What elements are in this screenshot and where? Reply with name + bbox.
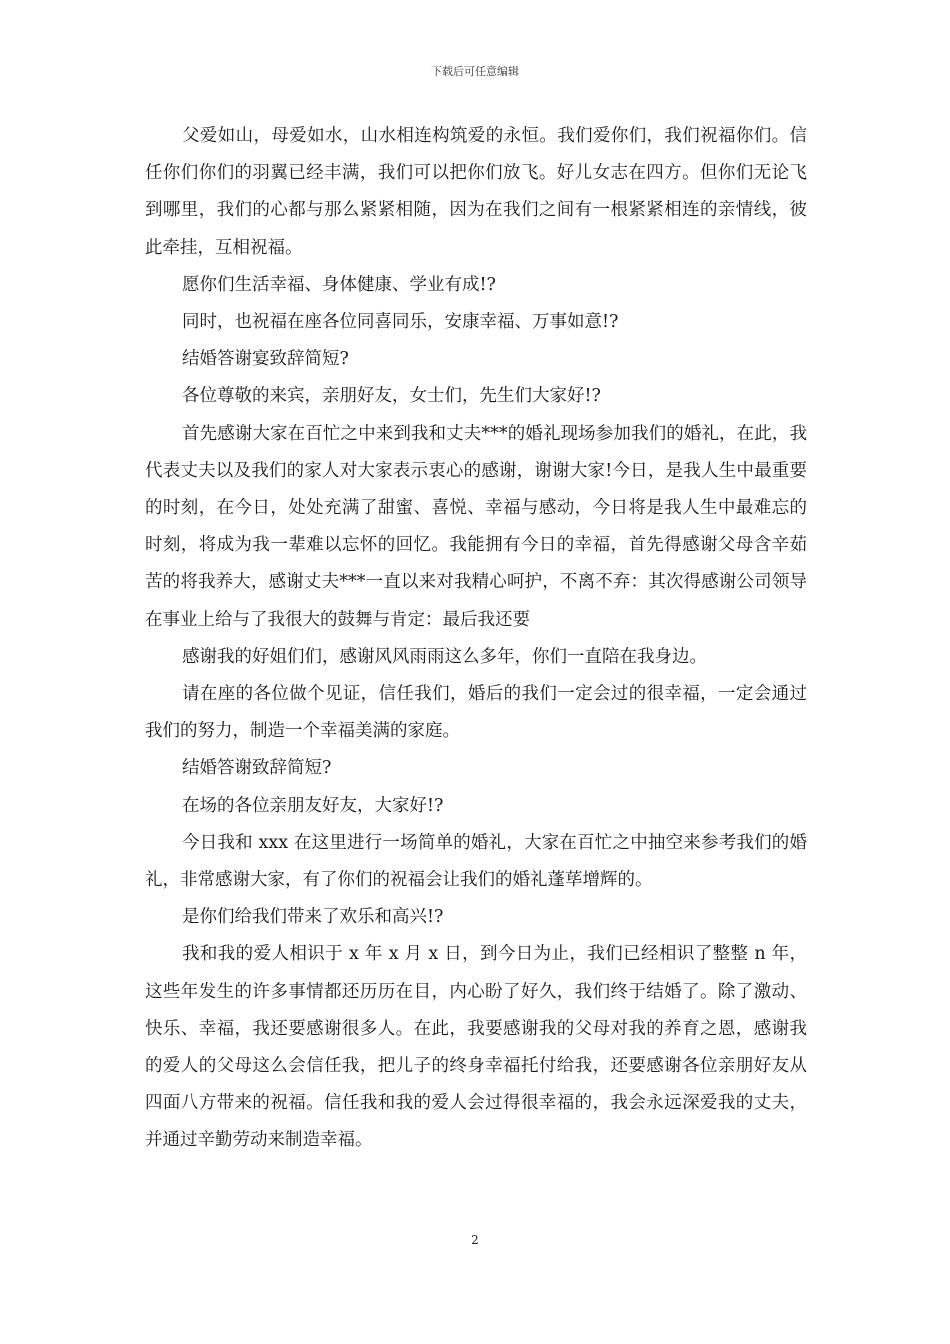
paragraph-2: 愿你们生活幸福、身体健康、学业有成!? xyxy=(182,274,496,295)
document-body xyxy=(145,118,807,1160)
paragraph-11: 今日我和 xxx 在这里进行一场简单的婚礼，大家在百忙之中抽空来参考我们的婚礼，非常感谢大家，有了你们的祝福会让我们的婚礼蓬荜增辉的。 xyxy=(145,832,807,891)
paragraph-greeting-2: 在场的各位亲朋友好友，大家好!? xyxy=(182,795,444,816)
paragraph-6: 首先感谢大家在百忙之中来到我和丈夫***的婚礼现场参加我们的婚礼，在此，我代表丈夫以及我们的家人对大家表示衷心的感谢，谢谢大家!今日，是我人生中最重要的时刻，在今日，处处充满了甜蜜、喜悦、幸福与感动，今日将是我人生中最难忘的时刻，将成为我一辈难以忘怀的回忆。我能拥有今日的幸福，首先得感谢父母含辛茹苦的将我养大，感谢丈夫***一直以来对我精心呵护，不离不弃：其次得感谢公司领导在事业上给与了我很大的鼓舞与肯定：最后我还要 xyxy=(145,423,807,630)
paragraph-13: 我和我的爱人相识于 x 年 x 月 x 日，到今日为止，我们已经相识了整整 n 年，这些年发生的许多事情都还历历在目，内心盼了好久，我们终于结婚了。除了激动、快乐、幸福，我还要感谢很多人。在此，我要感谢我的父母对我的养育之恩，感谢我的爱人的父母这么会信任我，把儿子的终身幸福托付给我，还要感谢各位亲朋好友从四面八方带来的祝福。信任我和我的爱人会过得很幸福的，我会永远深爱我的丈夫，并通过辛勤劳动来制造幸福。 xyxy=(145,944,807,1151)
section-heading-2: 结婚答谢致辞简短? xyxy=(182,758,332,779)
paragraph-7: 感谢我的好姐们们，感谢风风雨雨这么多年，你们一直陪在我身边。 xyxy=(182,646,707,667)
paragraph-1: 父爱如山，母爱如水，山水相连构筑爱的永恒。我们爱你们，我们祝福你们。信任你们你们的羽翼已经丰满，我们可以把你们放飞。好儿女志在四方。但你们无论飞到哪里，我们的心都与那么紧紧相随，因为在我们之间有一根紧紧相连的亲情线，彼此牵挂，互相祝福。 xyxy=(145,126,807,258)
paragraph-greeting-1: 各位尊敬的来宾，亲朋好友，女士们，先生们大家好!? xyxy=(182,386,601,407)
paragraph-12: 是你们给我们带来了欢乐和高兴!? xyxy=(182,907,444,928)
paragraph-8: 请在座的各位做个见证，信任我们，婚后的我们一定会过的很幸福，一定会通过我们的努力，制造一个幸福美满的家庭。 xyxy=(145,684,807,742)
section-heading-1: 结婚答谢宴致辞简短? xyxy=(182,349,349,370)
page-number: 2 xyxy=(471,1233,479,1247)
paragraph-3: 同时，也祝福在座各位同喜同乐，安康幸福、万事如意!? xyxy=(182,312,619,333)
page-header: 下载后可任意编辑 xyxy=(431,65,519,78)
